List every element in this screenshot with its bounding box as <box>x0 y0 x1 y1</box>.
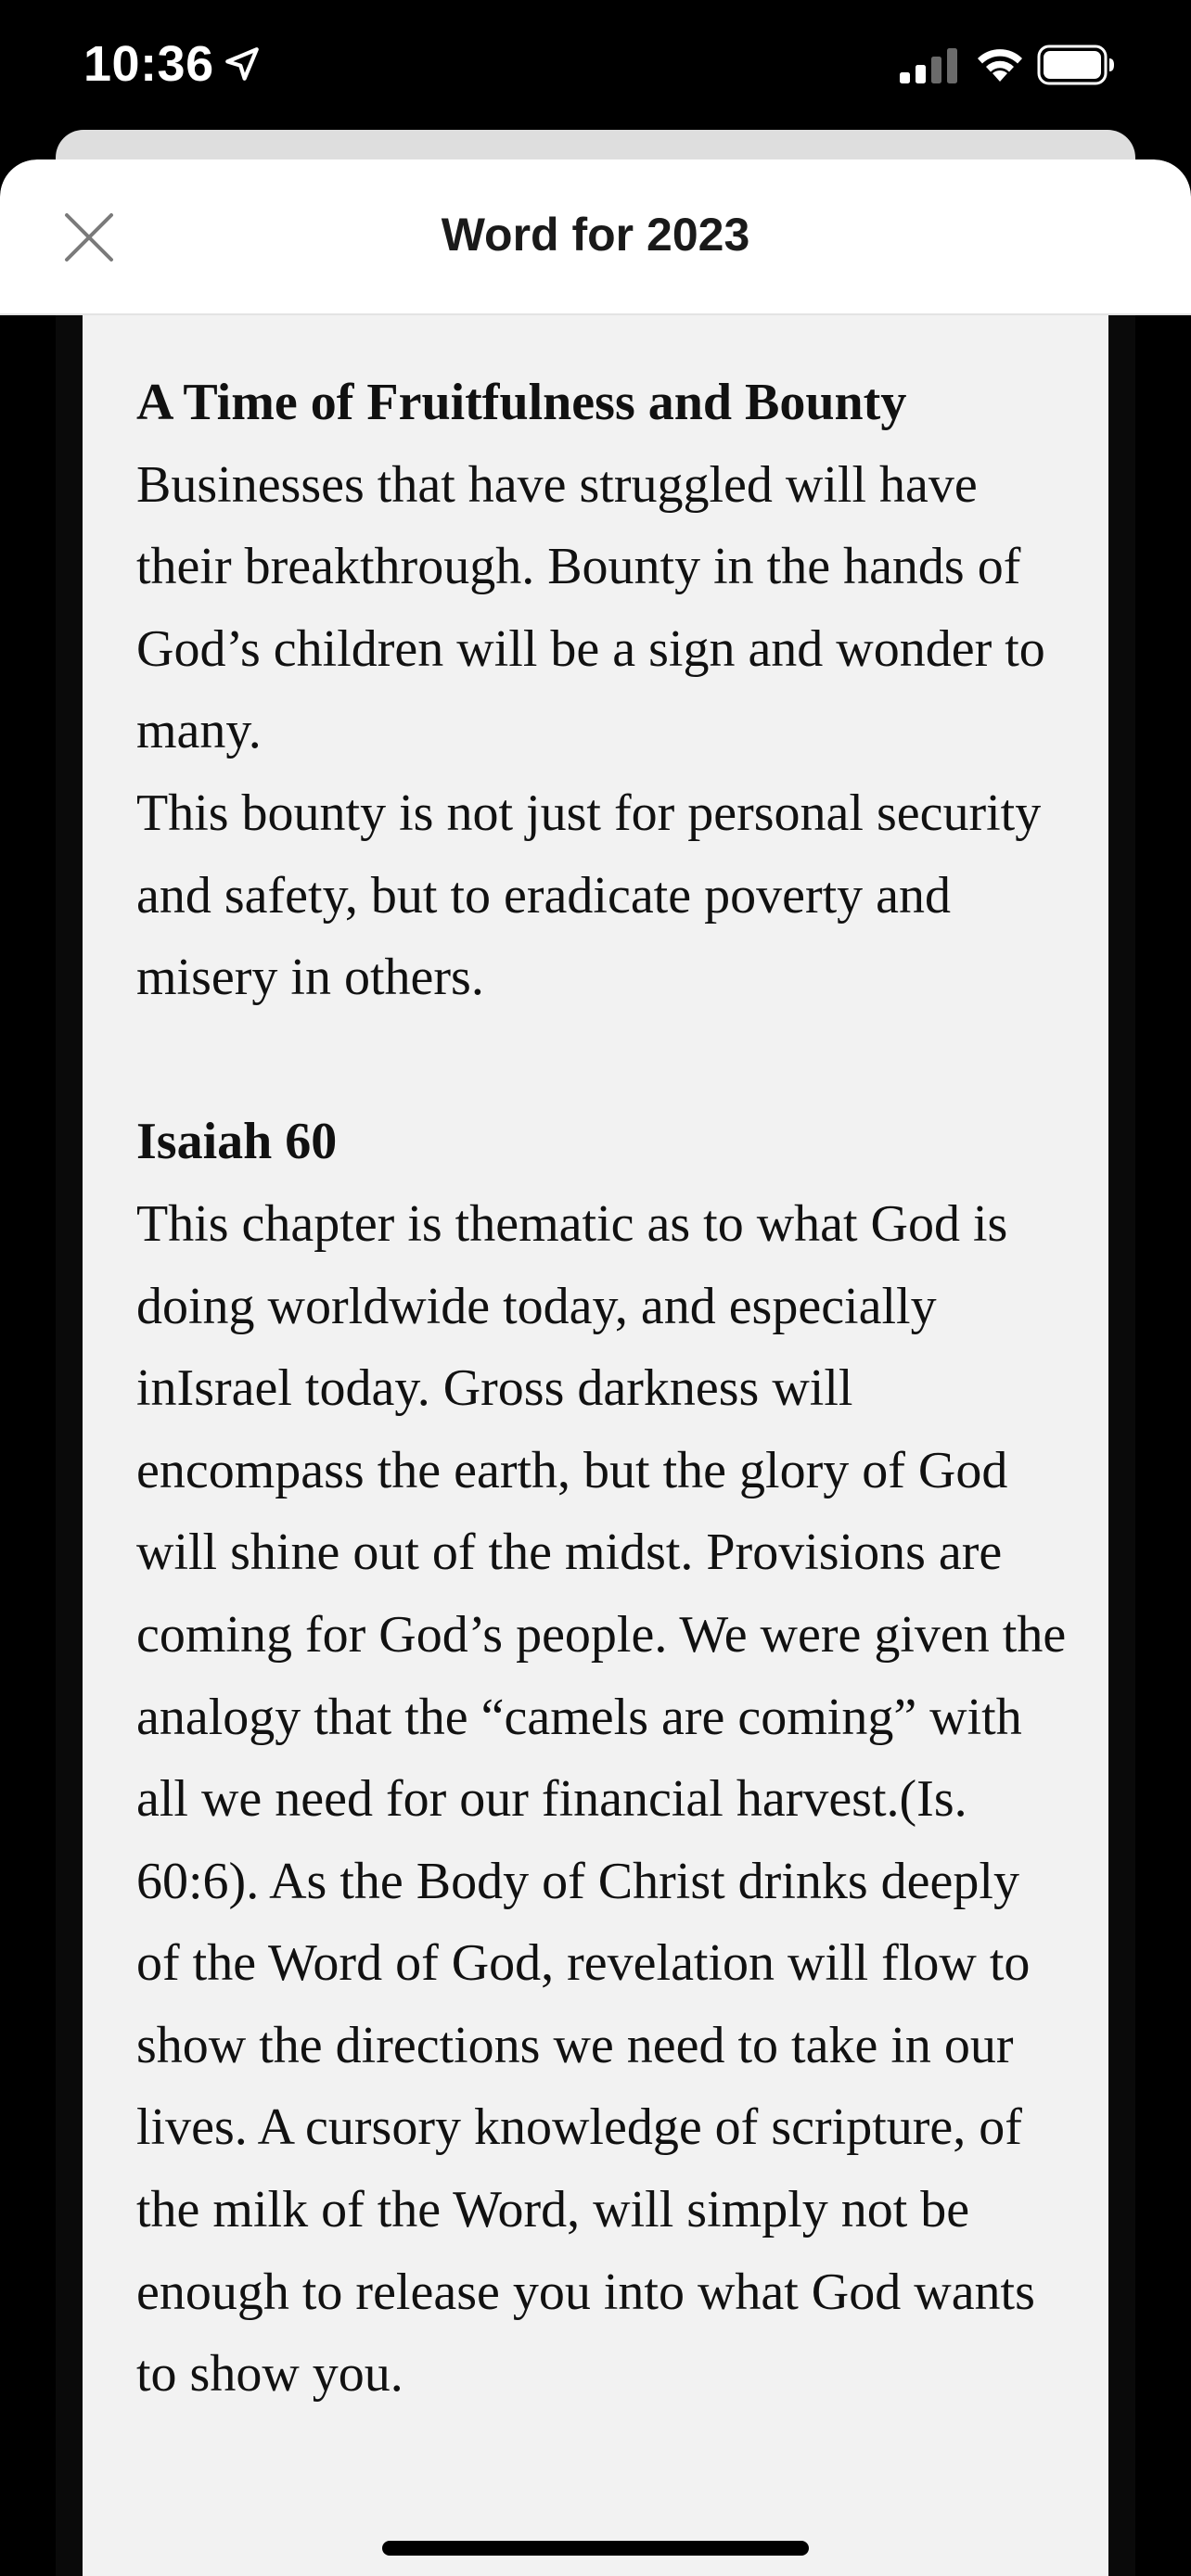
section-heading: A Time of Fruitfulness and Bounty <box>136 374 907 431</box>
section-spacer <box>136 1019 1073 1102</box>
article-body <box>136 362 1073 2416</box>
wifi-icon <box>974 45 1026 83</box>
content-frame[interactable] <box>56 315 1135 2576</box>
page-title: Word for 2023 <box>441 209 750 261</box>
modal-sheet <box>0 159 1191 2576</box>
status-bar <box>0 0 1191 139</box>
status-time: 10:36 <box>83 36 214 92</box>
paragraph: This bounty is not just for personal security and safety, but to eradicate poverty and misery in others. <box>136 784 1042 1007</box>
home-indicator[interactable] <box>382 2541 809 2556</box>
paragraph: This chapter is thematic as to what God is doing worldwide today, and especially inIsrael today. Gross darkness will encompass the earth, but the glory of God will shine out of the midst. Provisions are coming for God’s people. We were given the analogy that the “camels are coming” with all we need for our financial harvest.(Is. 60:6). As the Body of Christ drinks deeply of the Word of God, revelation will flow to show the directions we need to take in our lives. A cursory knowledge of scripture, of the milk of the Word, will simply not be enough to release you into what God wants to show you. <box>136 1194 1067 2404</box>
cellular-signal-icon <box>900 48 957 83</box>
battery-icon <box>1037 45 1115 85</box>
navigation-bar <box>0 159 1191 315</box>
document-page <box>83 315 1108 2576</box>
paragraph: Businesses that have struggled will have their breakthrough. Bounty in the hands of God’s children will be a sign and wonder to many. <box>136 455 1045 760</box>
section-heading: Isaiah 60 <box>136 1113 338 1171</box>
location-arrow-icon <box>223 45 262 83</box>
